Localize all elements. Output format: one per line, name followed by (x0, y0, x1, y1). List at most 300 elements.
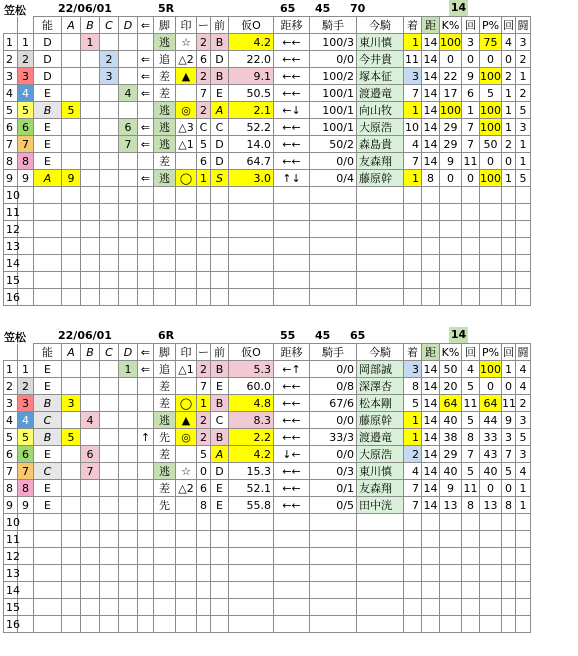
empty-cell (310, 204, 357, 221)
empty-cell (119, 255, 138, 272)
cell-a (62, 34, 81, 51)
cell-no: E (34, 119, 62, 136)
column-header: P% (480, 344, 502, 361)
empty-cell (211, 187, 229, 204)
cell-c (100, 480, 119, 497)
cell-odds: 9.1 (229, 68, 274, 85)
horse-number: 8 (18, 153, 34, 170)
empty-cell (422, 204, 440, 221)
empty-cell (462, 289, 480, 306)
cell-no: B (34, 395, 62, 412)
column-header: 前 (211, 17, 229, 34)
empty-cell (229, 616, 274, 633)
cell-a: 5 (62, 102, 81, 119)
cell-kyori: 8 (422, 170, 440, 187)
column-header: 騎手 (310, 344, 357, 361)
cell-d (119, 34, 138, 51)
empty-cell (462, 204, 480, 221)
cell-r1: 4 (462, 361, 480, 378)
cell-r1: 11 (463, 481, 478, 495)
empty-cell (310, 238, 357, 255)
empty-cell (138, 565, 154, 582)
table-row[interactable] (4, 68, 531, 85)
cell-no: D (34, 51, 62, 68)
cell-kyori: 14 (423, 86, 438, 100)
row-number: 8 (4, 480, 18, 497)
column-header: D (119, 17, 138, 34)
horse-number: 2 (18, 51, 34, 68)
cell-k: 0 (440, 51, 462, 68)
empty-cell (81, 204, 100, 221)
cell-r1: 0 (462, 170, 480, 187)
empty-cell (357, 548, 404, 565)
cell-kyori: 14 (423, 69, 438, 83)
horse-number: 1 (18, 361, 34, 378)
empty-cell (211, 255, 229, 272)
empty-cell (404, 221, 422, 238)
empty-cell (422, 514, 440, 531)
empty-cell (229, 582, 274, 599)
empty-cell (197, 565, 211, 582)
empty-cell (62, 565, 81, 582)
cell-mark (176, 153, 197, 170)
cell-kyori: 14 (423, 413, 438, 427)
cell-kishu: 0/0 (310, 446, 357, 463)
cell-mark: △2 (176, 480, 197, 497)
cell-bar: 2 (197, 412, 211, 429)
empty-cell (154, 289, 176, 306)
race-header (0, 0, 578, 16)
cell-imaki: 今井貴 (357, 51, 404, 68)
cell-mark: △1 (176, 361, 197, 378)
empty-cell (357, 272, 404, 289)
cell-mae: C (211, 119, 229, 136)
empty-cell (516, 272, 531, 289)
empty-cell (176, 548, 197, 565)
cell-r2: 1 (502, 119, 516, 136)
empty-cell (404, 187, 422, 204)
row-number: 2 (4, 51, 18, 68)
empty-cell (480, 187, 502, 204)
table-row[interactable] (4, 361, 531, 378)
cell-chaku: 8 (404, 378, 422, 395)
empty-row (4, 221, 531, 238)
cell-kyaku: 先 (154, 497, 176, 514)
empty-cell (229, 565, 274, 582)
header-row (4, 17, 531, 34)
row-number: 5 (4, 102, 18, 119)
empty-cell (197, 272, 211, 289)
column-header: 距移 (274, 344, 310, 361)
cell-r2: 9 (502, 412, 516, 429)
empty-cell (462, 582, 480, 599)
empty-cell (440, 204, 462, 221)
race-table (3, 16, 531, 306)
column-header: 前 (211, 344, 229, 361)
cell-b (81, 136, 100, 153)
empty-cell (422, 548, 440, 565)
cell-r1: 8 (462, 497, 480, 514)
cell-chaku: 5 (404, 395, 422, 412)
empty-cell (119, 514, 138, 531)
empty-cell (516, 599, 531, 616)
cell-arr (138, 463, 154, 480)
cell-bar: 6 (197, 480, 211, 497)
cell-kyori: 14 (423, 396, 438, 410)
cell-mark: ◯ (176, 395, 197, 412)
empty-cell (34, 565, 62, 582)
cell-mae: A (211, 102, 229, 119)
empty-cell (100, 582, 119, 599)
table-row[interactable] (4, 34, 531, 51)
empty-cell (138, 514, 154, 531)
table-row[interactable] (4, 102, 531, 119)
empty-cell (119, 531, 138, 548)
cell-mae: B (211, 429, 229, 446)
empty-cell (176, 582, 197, 599)
cell-r2: 4 (502, 34, 516, 51)
empty-cell (211, 514, 229, 531)
cell-bar: C (197, 119, 211, 136)
table-row[interactable] (4, 51, 531, 68)
cell-to: 1 (516, 136, 531, 153)
empty-cell (34, 238, 62, 255)
cell-no: E (34, 446, 62, 463)
cell-to: 4 (516, 378, 531, 395)
table-row[interactable] (4, 136, 531, 153)
empty-cell (310, 187, 357, 204)
table-row[interactable] (4, 170, 531, 187)
table-row[interactable] (4, 395, 531, 412)
cell-bar: 1 (197, 395, 211, 412)
cell-b (81, 153, 100, 170)
cell-k: 0 (440, 170, 462, 187)
cell-imaki: 田中洸 (357, 497, 404, 514)
table-row[interactable] (4, 446, 531, 463)
top-value-3: 65 (350, 329, 366, 342)
empty-cell (440, 221, 462, 238)
empty-cell (516, 565, 531, 582)
column-header: 脚 (154, 344, 176, 361)
cell-k: 50 (440, 361, 462, 378)
cell-mae: B (211, 395, 229, 412)
cell-bar: 2 (197, 361, 211, 378)
table-row[interactable] (4, 378, 531, 395)
cell-kyaku: 差 (154, 480, 176, 497)
empty-cell (211, 599, 229, 616)
cell-odds: 52.2 (229, 119, 274, 136)
cell-arr (138, 153, 154, 170)
empty-row (4, 289, 531, 306)
empty-cell (100, 548, 119, 565)
empty-cell (357, 187, 404, 204)
cell-to: 5 (516, 170, 531, 187)
cell-to: 5 (516, 429, 531, 446)
cell-arr: ↑ (138, 429, 154, 446)
cell-bar: 2 (197, 429, 211, 446)
table-row[interactable] (4, 480, 531, 497)
cell-b (81, 85, 100, 102)
horse-number: 7 (18, 136, 34, 153)
empty-cell (197, 599, 211, 616)
empty-cell (138, 599, 154, 616)
cell-kyori: 14 (423, 481, 438, 495)
cell-k: 9 (440, 480, 462, 497)
cell-arr (138, 412, 154, 429)
cell-c (100, 136, 119, 153)
empty-cell (516, 616, 531, 633)
cell-r2: 5 (502, 463, 516, 480)
horse-number: 5 (18, 429, 34, 446)
empty-cell (176, 565, 197, 582)
empty-cell (154, 272, 176, 289)
row-number: 15 (4, 599, 18, 616)
empty-cell (404, 272, 422, 289)
horse-number: 8 (18, 480, 34, 497)
cell-odds: 64.7 (229, 153, 274, 170)
cell-imaki: 大原浩 (357, 446, 404, 463)
column-header: 回 (462, 17, 480, 34)
empty-cell (176, 599, 197, 616)
cell-c (100, 412, 119, 429)
header-blank (4, 344, 18, 361)
horse-number: 3 (18, 395, 34, 412)
cell-p: 5 (480, 85, 502, 102)
cell-kishu: 0/0 (310, 51, 357, 68)
table-row[interactable] (4, 463, 531, 480)
empty-cell (274, 238, 310, 255)
empty-cell (229, 599, 274, 616)
cell-bar: 1 (197, 170, 211, 187)
cell-mark: ▲ (176, 412, 197, 429)
cell-ido: ←← (274, 119, 310, 136)
cell-p: 33 (480, 429, 502, 446)
empty-cell (422, 599, 440, 616)
cell-chaku: 11 (404, 51, 422, 68)
column-header: 印 (176, 344, 197, 361)
empty-cell (154, 599, 176, 616)
row-number: 7 (4, 136, 18, 153)
column-header: 距 (422, 17, 440, 34)
empty-cell (502, 204, 516, 221)
cell-odds: 2.2 (229, 429, 274, 446)
row-number: 1 (4, 361, 18, 378)
empty-cell (516, 255, 531, 272)
empty-cell (422, 221, 440, 238)
cell-ido: ←← (274, 497, 310, 514)
empty-cell (34, 531, 62, 548)
distance-badge: 14 (450, 1, 467, 14)
cell-imaki: 深澤杏 (357, 378, 404, 395)
empty-cell (440, 187, 462, 204)
empty-cell (100, 531, 119, 548)
cell-kishu: 0/1 (310, 480, 357, 497)
cell-kyori: 14 (423, 103, 438, 117)
cell-d: 4 (119, 85, 138, 102)
cell-a (62, 497, 81, 514)
empty-cell (100, 255, 119, 272)
empty-cell (176, 221, 197, 238)
row-number: 6 (4, 119, 18, 136)
empty-cell (211, 616, 229, 633)
empty-cell (211, 531, 229, 548)
cell-r2: 0 (502, 153, 516, 170)
cell-imaki: 藤原幹 (357, 412, 404, 429)
cell-mark (176, 497, 197, 514)
cell-b (81, 170, 100, 187)
empty-cell (138, 187, 154, 204)
cell-p: 64 (480, 395, 502, 412)
cell-r1: 3 (462, 34, 480, 51)
race-block-5r (0, 0, 578, 326)
table-row[interactable] (4, 429, 531, 446)
empty-cell (274, 289, 310, 306)
top-value-1: 55 (280, 329, 296, 342)
empty-cell (462, 238, 480, 255)
cell-chaku: 2 (404, 446, 422, 463)
horse-number: 4 (18, 412, 34, 429)
cell-no: E (34, 497, 62, 514)
empty-cell (440, 582, 462, 599)
cell-mae: E (211, 378, 229, 395)
cell-d (119, 51, 138, 68)
cell-kyori: 14 (423, 120, 438, 134)
column-header: K% (440, 344, 462, 361)
cell-c: 2 (100, 51, 119, 68)
empty-cell (154, 565, 176, 582)
empty-cell (404, 531, 422, 548)
cell-kyaku: 逃 (154, 463, 176, 480)
empty-cell (119, 616, 138, 633)
cell-r2: 11 (502, 396, 516, 410)
horse-number: 9 (18, 497, 34, 514)
cell-p: 43 (480, 446, 502, 463)
empty-cell (176, 616, 197, 633)
cell-a (62, 412, 81, 429)
empty-cell (357, 531, 404, 548)
column-header: 回 (503, 345, 514, 359)
cell-imaki: 友森翔 (357, 480, 404, 497)
cell-bar: 2 (197, 68, 211, 85)
empty-cell (119, 272, 138, 289)
empty-cell (274, 616, 310, 633)
cell-kishu: 33/3 (310, 429, 357, 446)
column-header: 仮O (229, 17, 274, 34)
cell-mae: D (211, 153, 229, 170)
empty-cell (274, 204, 310, 221)
cell-a (62, 446, 81, 463)
cell-p: 100 (480, 120, 501, 134)
empty-cell (404, 514, 422, 531)
column-header: 着 (404, 344, 422, 361)
empty-cell (119, 289, 138, 306)
empty-cell (440, 289, 462, 306)
row-number: 14 (4, 255, 18, 272)
horse-number: 7 (18, 463, 34, 480)
empty-cell (34, 187, 62, 204)
empty-cell (516, 514, 531, 531)
cell-kishu: 50/2 (310, 136, 357, 153)
cell-p: 100 (480, 171, 501, 185)
cell-b: 7 (81, 463, 100, 480)
empty-cell (274, 272, 310, 289)
cell-odds: 4.2 (229, 34, 274, 51)
empty-cell (100, 221, 119, 238)
empty-cell (119, 221, 138, 238)
cell-c (100, 378, 119, 395)
empty-cell (404, 599, 422, 616)
cell-ido: ←↑ (274, 361, 310, 378)
table-row[interactable] (4, 497, 531, 514)
empty-cell (404, 548, 422, 565)
cell-b (81, 119, 100, 136)
empty-cell (154, 204, 176, 221)
cell-ido: ←← (274, 34, 310, 51)
cell-kyori: 14 (423, 430, 438, 444)
empty-cell (422, 616, 440, 633)
cell-chaku: 1 (404, 170, 422, 187)
cell-chaku: 7 (404, 480, 422, 497)
cell-ido: ←← (274, 463, 310, 480)
table-row[interactable] (4, 119, 531, 136)
cell-r1: 7 (462, 446, 480, 463)
cell-odds: 15.3 (229, 463, 274, 480)
cell-arr: ⇐ (138, 119, 154, 136)
cell-odds: 3.0 (229, 170, 274, 187)
row-number: 3 (4, 68, 18, 85)
cell-to: 3 (516, 119, 531, 136)
cell-b (81, 51, 100, 68)
cell-arr (138, 34, 154, 51)
empty-cell (119, 187, 138, 204)
empty-cell (440, 255, 462, 272)
cell-chaku: 7 (404, 85, 422, 102)
cell-arr: ⇐ (138, 68, 154, 85)
cell-p: 100 (480, 69, 501, 83)
cell-odds: 55.8 (229, 497, 274, 514)
cell-mae: E (211, 497, 229, 514)
empty-cell (119, 204, 138, 221)
empty-cell (197, 616, 211, 633)
table-row[interactable] (4, 153, 531, 170)
cell-ido: ←← (274, 68, 310, 85)
cell-r1: 0 (462, 51, 480, 68)
cell-k: 22 (440, 68, 462, 85)
cell-ido: ←↓ (274, 102, 310, 119)
table-row[interactable] (4, 85, 531, 102)
empty-cell (440, 548, 462, 565)
table-row[interactable] (4, 412, 531, 429)
cell-kyaku: 差 (154, 85, 176, 102)
cell-imaki: 森島貴 (357, 136, 404, 153)
empty-cell (502, 238, 516, 255)
empty-cell (357, 289, 404, 306)
cell-kishu: 0/4 (310, 170, 357, 187)
cell-c (100, 361, 119, 378)
empty-cell (197, 531, 211, 548)
empty-cell (357, 616, 404, 633)
cell-odds: 22.0 (229, 51, 274, 68)
cell-mark: ☆ (176, 463, 197, 480)
empty-cell (404, 289, 422, 306)
cell-a (62, 51, 81, 68)
row-number: 4 (4, 412, 18, 429)
cell-r2: 3 (502, 429, 516, 446)
cell-r2: 8 (502, 497, 516, 514)
column-header: 今騎 (357, 17, 404, 34)
cell-mark: ☆ (176, 34, 197, 51)
empty-cell (462, 514, 480, 531)
